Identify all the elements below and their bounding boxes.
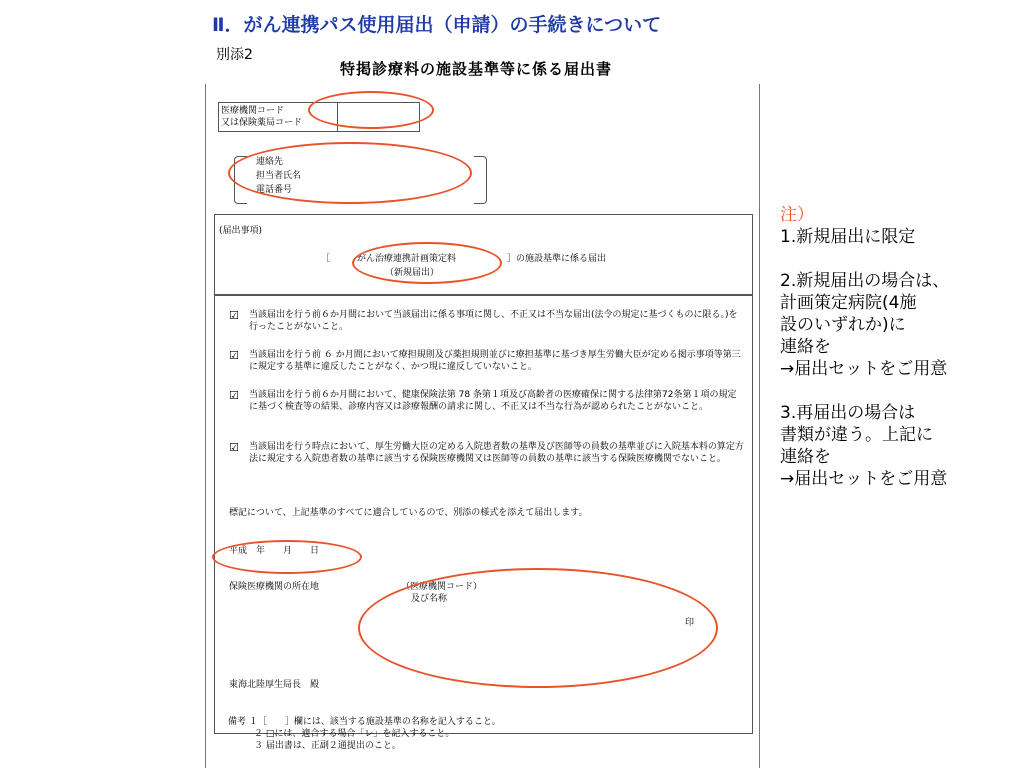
highlight-oval-institution [358, 568, 718, 688]
location-label: 保険医療機関の所在地 [229, 582, 320, 592]
requirement-1: 当該届出を行う前６か月間において当該届出に係る事項に関し、不正又は不当な届出(法令の規定に基づくものに限る。)を行ったことがないこと。 [249, 310, 738, 332]
and-name-label: 及び名称 [411, 594, 448, 604]
notification-new: （新規届出） [385, 268, 440, 278]
requirement-4: 当該届出を行う時点において、厚生労働大臣の定める入院患者数の基準及び医師等の員数の基準並びに入院基本料の算定方法に規定する入院患者数の基準に該当する保険医療機関又は医師等の員数の基準に該当する保険医療機関でないこと。 [249, 442, 744, 464]
bracket-right [474, 156, 487, 204]
note-3: 3.再届出の場合は 書類が違う。上記に 連絡を →届出セットをご用意 [780, 403, 948, 489]
notes-heading: 注） [780, 205, 814, 225]
seal-mark: 印 [685, 618, 695, 628]
highlight-oval-code [308, 91, 434, 129]
slide-title: Ⅱ．がん連携パス使用届出（申請）の手続きについて [212, 14, 662, 36]
code-paren-label: （医療機関コード） [401, 582, 483, 592]
checkbox-2[interactable]: ☑ [229, 349, 239, 362]
phone-label: 電話番号 [256, 185, 293, 195]
checkbox-4[interactable]: ☑ [229, 441, 239, 454]
person-name-label: 担当者氏名 [256, 171, 302, 181]
requirement-3: 当該届出を行う前６か月間において、健康保険法第 78 条第１項及び高齢者の医療確保に関する法律第72条第１項の規定に基づく検査等の結果、診療内容又は診療報酬の請求に関し、不正又は不当な行為が認められたことがないこと。 [249, 390, 737, 412]
highlight-oval-date [212, 540, 362, 574]
notes-panel [780, 204, 1020, 512]
code-label-2: 又は保険薬局コード [221, 118, 303, 128]
requirement-2: 当該届出を行う前 ６ か月間において療担規則及び薬担規則並びに療担基準に基づき厚生労働大臣が定める掲示事項等第三に規定する基準に違反したことがなく、かつ現に違反していないこと。 [249, 350, 741, 372]
note-1: 1.新規届出に限定 [780, 227, 916, 247]
date-line: 平成 年 月 日 [229, 546, 320, 556]
notification-heading: (届出事項) [219, 226, 263, 236]
checkbox-1[interactable]: ☑ [229, 309, 239, 322]
remark-3: ３ 届出書は、正副２通提出のこと。 [254, 741, 401, 751]
code-label-1: 医療機関コード [221, 106, 285, 116]
declaration: 標記について、上記基準のすべてに適合しているので、別添の様式を添えて届出します。 [229, 508, 588, 518]
remark-2: ２ □には、適合する場合「レ」を記入すること。 [254, 729, 455, 739]
checkbox-3[interactable]: ☑ [229, 389, 239, 402]
highlight-oval-contact [228, 142, 472, 204]
remark-1: 備考 １［ ］欄には、該当する施設基準の名称を記入すること。 [228, 717, 501, 727]
notification-suffix: ］の施設基準に係る届出 [507, 254, 607, 264]
highlight-oval-plan [352, 242, 502, 284]
form-title: 特掲診療料の施設基準等に係る届出書 [340, 60, 613, 78]
annex-label: 別添2 [216, 47, 253, 63]
bracket-open: ［ [321, 254, 331, 264]
notification-name: がん治療連携計画策定料 [357, 254, 457, 264]
note-2: 2.新規届出の場合は、 計画策定病院(4施 設のいずれか)に 連絡を →届出セットをご用意 [780, 271, 950, 379]
contact-label: 連絡先 [256, 157, 284, 167]
addressee: 東海北陸厚生局長 殿 [229, 680, 320, 690]
